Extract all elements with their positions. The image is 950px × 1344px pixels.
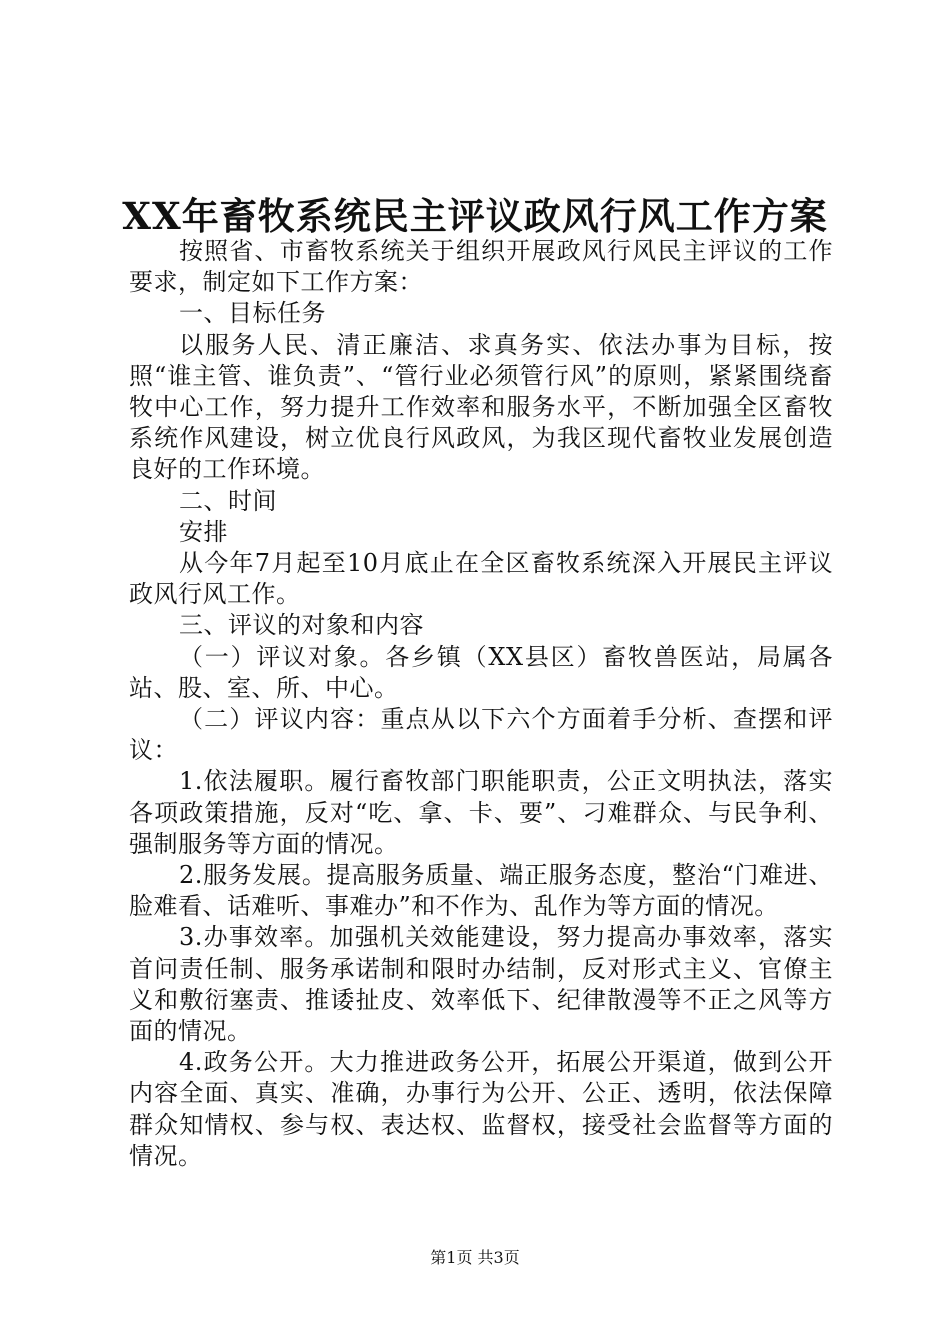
item-1-duty: 1.依法履职。履行畜牧部门职能职责，公正文明执法，落实各项政策措施，反对“吃、拿、卡、要”、刁难群众、与民争利、强制服务等方面的情况。 [129, 767, 833, 858]
paragraph-objects: （一）评议对象。各乡镇（XX县区）畜牧兽医站，局属各站、股、室、所、中心。 [129, 642, 833, 702]
paragraph-intro: 按照省、市畜牧系统关于组织开展政风行风民主评议的工作要求，制定如下工作方案： [129, 237, 833, 297]
item-4-openness: 4.政务公开。大力推进政务公开，拓展公开渠道，做到公开内容全面、真实、准确，办事行为公开、公正、透明，依法保障群众知情权、参与权、表达权、监督权，接受社会监督等方面的情况。 [129, 1048, 833, 1170]
page-number: 第1页 共3页 [430, 1248, 520, 1267]
document-body [129, 236, 833, 1172]
item-2-service: 2.服务发展。提高服务质量、端正服务态度，整治“门难进、脸难看、话难听、事难办”和不作为、乱作为等方面的情况。 [129, 861, 833, 921]
paragraph-time: 从今年7月起至10月底止在全区畜牧系统深入开展民主评议政风行风工作。 [129, 549, 833, 609]
heading-arrangement: 安排 [179, 517, 228, 546]
heading-time: 二、时间 [179, 486, 277, 515]
paragraph-content: （二）评议内容：重点从以下六个方面着手分析、查摆和评议： [129, 705, 833, 765]
item-3-efficiency: 3.办事效率。加强机关效能建设，努力提高办事效率，落实首问责任制、服务承诺制和限时办结制，反对形式主义、官僚主义和敷衍塞责、推诿扯皮、效率低下、纪律散漫等不正之风等方面的情况。 [129, 923, 833, 1046]
document-title: XX年畜牧系统民主评议政风行风工作方案 [122, 194, 828, 238]
heading-goals: 一、目标任务 [179, 299, 326, 328]
heading-objects-content: 三、评议的对象和内容 [179, 611, 424, 640]
paragraph-goals: 以服务人民、清正廉洁、求真务实、依法办事为目标，按照“谁主管、谁负责”、“管行业必须管行风”的原则，紧紧围绕畜牧中心工作，努力提升工作效率和服务水平，不断加强全区畜牧系统作风建设，树立优良行风政风，为我区现代畜牧业发展创造良好的工作环境。 [129, 330, 833, 484]
